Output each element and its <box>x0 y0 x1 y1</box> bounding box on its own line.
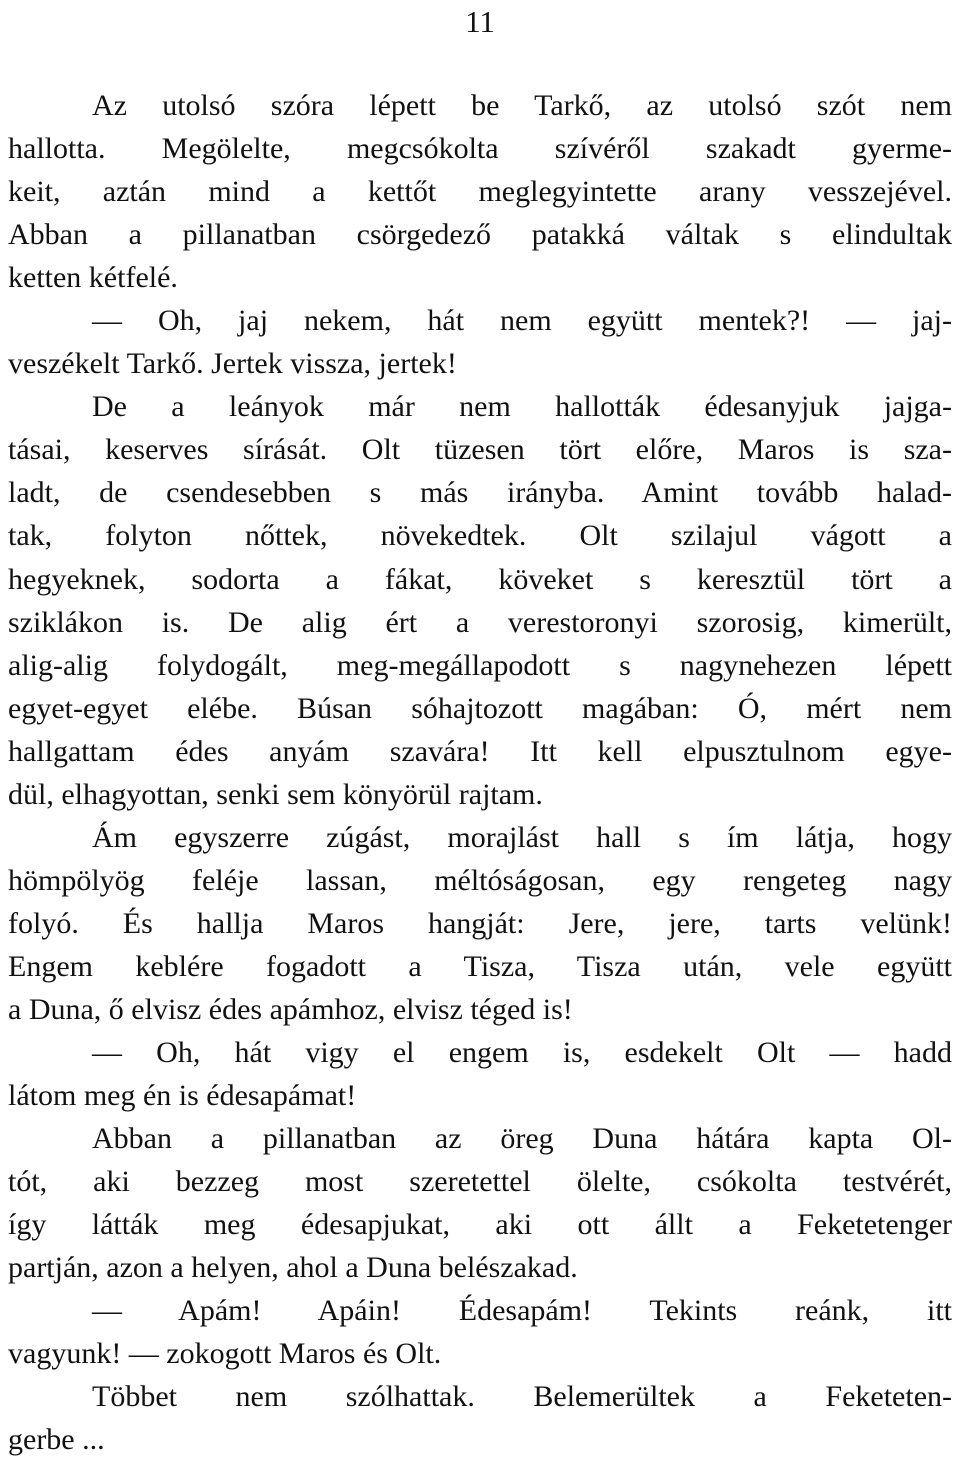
text-line: — Apám! Apáin! Édesapám! Tekints reánk, itt <box>92 1294 952 1328</box>
text-line: keit, aztán mind a kettőt meglegyintette arany vesszejével. <box>8 175 952 209</box>
text-line: veszékelt Tarkő. Jertek vissza, jertek! <box>8 347 457 381</box>
paragraph-7 <box>8 1289 952 1375</box>
text-line: folyó. És hallja Maros hangját: Jere, jere, tarts velünk! <box>8 906 952 940</box>
text-line: egyet-egyet elébe. Búsan sóhajtozott magában: Ó, mért nem <box>8 691 952 725</box>
text-line: Abban a pillanatban az öreg Duna hátára kapta Ol- <box>92 1122 952 1156</box>
paragraph-8 <box>8 1375 952 1461</box>
text-line: partján, azon a helyen, ahol a Duna belészakad. <box>8 1251 578 1285</box>
text-line: a Duna, ő elvisz édes apámhoz, elvisz téged is! <box>8 992 573 1026</box>
paragraph-1 <box>8 84 952 299</box>
paragraph-6 <box>8 1117 952 1289</box>
text-line: — Oh, hát vigy el engem is, esdekelt Olt — hadd <box>92 1036 952 1070</box>
text-line: vagyunk! — zokogott Maros és Olt. <box>8 1337 442 1371</box>
text-line: látom meg én is édesapámat! <box>8 1079 357 1113</box>
paragraph-3 <box>8 385 952 815</box>
text-line: dül, elhagyottan, senki sem könyörül rajtam. <box>8 777 543 811</box>
text-line: tót, aki bezzeg most szeretettel ölelte, csókolta testvérét, <box>8 1165 952 1199</box>
text-line: Többet nem szólhattak. Belemerültek a Feketeten- <box>92 1380 952 1414</box>
text-line: hegyeknek, sodorta a fákat, köveket s keresztül tört a <box>8 562 952 596</box>
page-body-text <box>8 84 952 1462</box>
text-line: hömpölyög feléje lassan, méltóságosan, egy rengeteg nagy <box>8 863 952 897</box>
text-line: ladt, de csendesebben s más irányba. Amint tovább halad- <box>8 476 952 510</box>
text-line: ketten kétfelé. <box>8 261 178 295</box>
paragraph-4 <box>8 816 952 1031</box>
text-line: tak, folyton nőttek, növekedtek. Olt szilajul vágott a <box>8 519 952 553</box>
text-line: hallotta. Megölelte, megcsókolta szívéről szakadt gyerme- <box>8 132 952 166</box>
text-line: gerbe ... <box>8 1423 105 1457</box>
text-line: sziklákon is. De alig ért a verestoronyi szorosig, kimerült, <box>8 605 952 639</box>
text-line: Az utolsó szóra lépett be Tarkő, az utolsó szót nem <box>92 89 952 122</box>
text-line: Ám egyszerre zúgást, morajlást hall s ím látja, hogy <box>92 820 952 854</box>
text-line: alig-alig folydogált, meg-megállapodott s nagynehezen lépett <box>8 648 952 682</box>
text-line: tásai, keserves sírását. Olt tüzesen tört előre, Maros is sza- <box>8 433 952 467</box>
paragraph-5 <box>8 1031 952 1117</box>
text-line: hallgattam édes anyám szavára! Itt kell elpusztulnom egye- <box>8 734 952 768</box>
text-line: így látták meg édesapjukat, aki ott állt a Feketetenger <box>8 1208 952 1242</box>
page-number: 11 <box>465 4 495 39</box>
text-line: Abban a pillanatban csörgedező patakká váltak s elindultak <box>8 218 952 252</box>
paragraph-2 <box>8 299 952 385</box>
text-line: Engem keblére fogadott a Tisza, Tisza után, vele együtt <box>8 949 952 983</box>
text-line: De a leányok már nem hallották édesanyjuk jajga- <box>92 390 952 424</box>
text-line: — Oh, jaj nekem, hát nem együtt mentek?! — jaj- <box>92 304 952 338</box>
